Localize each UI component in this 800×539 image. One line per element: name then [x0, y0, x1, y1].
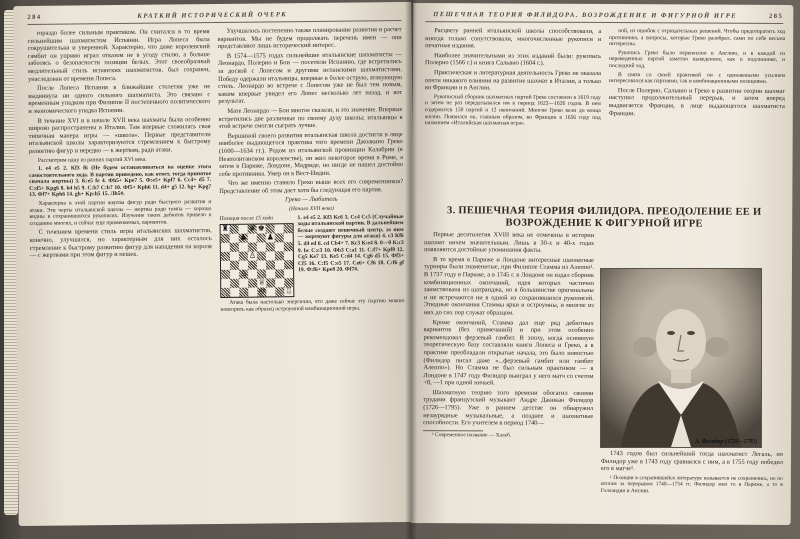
board-square	[230, 279, 239, 288]
board-square	[266, 252, 275, 261]
board-square	[266, 234, 275, 243]
board-square	[275, 243, 284, 252]
board-square	[284, 224, 293, 233]
chess-piece-icon: ♙	[240, 268, 248, 278]
board-square	[275, 270, 284, 279]
board-square	[266, 261, 275, 270]
board-square	[257, 261, 266, 270]
board-square	[275, 252, 284, 261]
left-column-2	[218, 26, 405, 315]
paragraph-small: Рукопись Греко было перенесено в Англию, и в каждой из переведенных партий заметно выведенное, как в подлиннике, и последний ход.	[609, 49, 786, 70]
board-square	[239, 243, 248, 252]
board-square	[230, 243, 239, 252]
paragraph: В 1574—1575 годах сильнейшие итальянские шахматисты — Леонардо, Полерио и Бои — посетили Испанию, где встретились за доской с Лопесом и другими испанскими шахматистами. Победу одержали итальянцы, впервые в более острую, атакующую стиль. Леонардо во встрече с Лопесом уже не был тем новым, каким впервые увидел его Лопес несколько лет назад, и вот результат.	[217, 50, 403, 106]
chess-piece-icon: ♖	[285, 286, 293, 296]
board-square	[275, 288, 284, 297]
board-square	[230, 261, 239, 270]
game-title: Греко — Любитель	[285, 196, 338, 204]
left-column-1	[28, 28, 212, 262]
section-heading-block	[424, 199, 784, 235]
game-moves: 1. e4 e5 2. Кf3 Кc6 3. Сc4 Сc5 (Случайные ходы итальянской партии. В дальнейшем белые создают пешечный центр, за ним — жертвуют фигуры для атаки) 4. c3 Кf6 5. d4 ed 6. cd Сb4+ 7. Кc3 К:e4 8. 0—0 К:c3 9. bc С:c3 10. Фb3 С:a1 11. С:f7+ Kpf8 12. Сg5 Кe7 13. Кe5 С:d4 14. Сg6 d5 15. Фf3+ Сf5 16. С:f5 С:e5 17. Сe6+ Сf6 18. С:f6 gf 19. Ф:f6+ Kpe8 20. Фf7#.	[297, 213, 405, 274]
paragraph: Первые десятилетия XVIII века не отмечены в истории шахмат ничем значительным. Лишь в 30-х и 40-х годах появляются достойные упоминания факты.	[424, 231, 595, 254]
portrait-following-text	[601, 450, 783, 497]
chess-piece-icon: ♛	[248, 223, 256, 233]
paragraph-small: Характерна в этой партии жертва фигур ради быстрого развития и атаки. Эти черты итальянской школы — жертвы ради темпа — хорошо видны в сохранившихся рукописях. Изучение таких дебютов привело к созданию многих, и сейчас еще применяемых, вариантов.	[29, 199, 212, 227]
chess-piece-icon: ♙	[248, 250, 257, 260]
right-running-head	[425, 11, 783, 24]
right-column-1-top	[425, 27, 602, 130]
board-square	[221, 252, 230, 261]
board-square	[275, 261, 284, 270]
board-square	[284, 260, 293, 269]
paragraph: Кроме окончаний, Стамма дал еще ряд дебютных вариантов (без примечаний) и при этом особенно рекомендовал ферзевый гамбит. В эпоху, когда основную теоретическую базу составляли книги Лопеса и Греко, а в практике преобладали открытые начала, это было новостью (Филидор писал даже «...ферзевый гамбит или гамбит Алеппо»). Но Стамма не был сильным практиком — в Лондоне в 1747 году Филидор выиграл у него матч со счетом +8, —1 при одной ничьей.	[423, 318, 594, 387]
paragraph-small: Рассмотрим одну из ранних партий XVI века.	[37, 156, 147, 164]
footnote: ¹ Современное название — Халеб.	[432, 432, 512, 439]
paragraph: Шахматную теорию того времени обогатил своими трудами французский музыкант Андре Даникан Филидор (1726—1795). Уже в раннем детстве он обнаружил незаурядные музыкальные, а позднее и шахматные способности. Его учителем в период 1740—	[423, 388, 594, 427]
board-square	[221, 288, 230, 297]
paragraph: Практическая и литературная деятельность Греко не оказала почти никакого влияния на развитие шахмат в Италии, а только во Франции и в Англии.	[424, 69, 602, 92]
chess-piece-icon: ♟	[239, 232, 247, 242]
board-square	[266, 279, 275, 288]
chess-piece-icon: ♚	[257, 223, 265, 233]
board-square	[221, 234, 230, 243]
paragraph: После Полерио, Сальвио и Греко в развитии теории шахмат наступил продолжительный перерыв, и затем вперед выдвигается Франция, в лице выдающегося шахматиста Франции.	[608, 86, 785, 117]
paragraph: С течением времени стиль игры итальянских шахматистов, конечно, улучшался, но характерным для них осталось стремление к быстрому развитию фигур для нападения на короля — с жертвами при этом фигур и пешек.	[29, 227, 212, 260]
paragraph: В течение XVI и в начале XVII века шахматы были особенно широко распространены в Италии. Там впервые сложилась своя типичная манера игры — «школа». Первые представители итальянской школы характеризуются стремлением к быстрому развитию фигур и нередко — к жертвам, ради атаки.	[28, 115, 211, 155]
board-square	[239, 270, 248, 279]
chess-piece-icon: ♕	[258, 277, 266, 287]
board-square	[248, 225, 257, 234]
section-heading: 3. ПЕШЕЧНАЯ ТЕОРИЯ ФИЛИДОРА. ПРЕОДОЛЕНИЕ ЕЕ И ВОЗРОЖДЕНИЕ К ФИГУРНОЙ ИГРЕ	[446, 205, 762, 230]
left-page-number: 284	[27, 13, 42, 21]
left-page	[13, 2, 416, 526]
right-page-number: 285	[769, 12, 784, 20]
board-square	[248, 279, 257, 288]
board-square	[230, 225, 239, 234]
book-spine-shadow	[405, 0, 417, 539]
board-square	[221, 261, 230, 270]
paragraph: Что же именно ставило Греко выше всех его современников? Представление об этом дает хотя бы следующая его партия.	[219, 178, 404, 195]
board-square	[284, 242, 293, 251]
game-block	[219, 214, 404, 301]
game-note: (Начало XVII века)	[288, 205, 334, 213]
board-square	[239, 252, 248, 261]
chess-diagram	[220, 223, 295, 298]
board-square	[284, 233, 293, 242]
paragraph: Наиболее значительными из этих изданий были: рукопись Полерио (1566 г.) и книга Сальвио (1604 г.).	[425, 51, 602, 68]
board-square	[221, 225, 230, 234]
paragraph: гораздо более сильным практиком. Он считался в то время сильнейшим шахматистом Испании. Игра Лопеса была сокрушительна и уверенной. Характерно, что даже королевский гамбит он упрямо играл отказом не в угоду стилю, а больше заботясь о безопасности позиции белых. Этот своеобразный медлительный стиль испанских шахматистов, был сохранен, унаследован от времени Лопеса.	[27, 28, 210, 83]
board-square	[257, 243, 266, 252]
portrait-caption: А. Филидор (1726—1795)	[695, 439, 757, 445]
board-square	[230, 252, 239, 261]
board-square	[248, 234, 257, 243]
chess-piece-icon: ♟	[266, 232, 274, 242]
left-running-title: КРАТКИЙ ИСТОРИЧЕСКИЙ ОЧЕРК	[137, 11, 288, 20]
board-square	[230, 234, 239, 243]
philidor-portrait	[600, 268, 762, 448]
board-square	[266, 243, 275, 252]
chess-piece-icon: ♔	[258, 286, 266, 296]
paragraph-small: Атака была настолько энергична, что даже сейчас эту партию можно повторить как образец остроумной комбинационной игры.	[220, 298, 405, 313]
game-notation: 1. e4 e5 2. Кf3 f6 (Не будем останавливаться на оценке этого самостоятельного хода. В партии приведено, как ответ, тогда принятое сначала жертвы) 3. К:e5 fe 4. Фh5+ Kpe7 5. Ф:e5+ Kpf7 6. Сc4+ d5 7. С:d5+ Kpg6 8. h4 h5 9. С:b7 С:b7 10. Фf5+ Kph6 11. d4+ g5 12. hg+ Kpg7 13. Фf7+ Kph6 14. gh+ Kp:h5 15. Лh5#.	[29, 164, 212, 199]
board-square	[248, 270, 257, 279]
board-caption: Позиция после 15 хода	[219, 215, 274, 222]
paragraph: В то время в Париже и Лондоне интересные шахматные турниры были знаменитые, при Филиппе Стамма из Алеппо¹. В 1737 году в Париже, а в 1745 г. в Лондоне он издал сборник комбинационных окончаний, идея которых частично заимствована из шатранджа, но в большинстве оригинальны и не встречаются ни в одной из сохранившихся рукописей. Этюдные окончания Стаммы ярки и остроумны, и многие из них до сих пор служат образцом.	[423, 255, 595, 317]
footnote: ¹ Позиции в сохранившейся литературе называется не сохранились, но по итогам за перерывом 1740—1754 гг. Филидор жил то в Париже, а то в Голландии и Англии.	[600, 474, 783, 494]
board-square	[257, 252, 266, 261]
board-square	[266, 288, 275, 297]
paragraph: После Лопеса Испания в ближайшие столетия уже не выдвинула ни одного сильного шахматиста. Это связано с временным упадком при Филиппе II постепенного политического и экономического упадка Испании.	[28, 83, 211, 115]
board-square	[221, 243, 230, 252]
paragraph: Улучшалось постепенно также планирование развития и расчет вариантов. Мы не будем продолжать перечень имен — они представляют лишь исторический интерес.	[217, 26, 402, 51]
board-square	[239, 234, 248, 243]
right-column-2-top	[609, 28, 785, 120]
board-square	[221, 270, 230, 279]
board-square	[257, 288, 266, 297]
footnote-rule	[423, 430, 483, 431]
board-square	[248, 288, 257, 297]
board-square	[230, 270, 239, 279]
board-square	[239, 279, 248, 288]
board-square	[239, 288, 248, 297]
section-text-column	[423, 231, 594, 442]
paragraph: Вершиной своего развития итальянская школа достигла в лице наиболее выдающегося практика того времени Джоакино Греко (1600—1634 гг.). Родом из итальянской провинции Калабрии (в Неаполитанском королевстве), он жил некоторое время в Риме, а затем в Париже, Лондоне, Мадриде, но нигде не нашел достойно себе противника. Умер он в Вест-Индии.	[218, 130, 404, 178]
board-square	[275, 279, 284, 288]
paragraph-small: Рукописный сборник шахматных партий Греко составлен в 1619 году и затем не раз переделывался им в период 1622—1626 годов. В нем содержится 150 партий и 12 окончаний. Многие Греко вели до конца жизни. Появился он, главным образом, во Франции в 1656 году под названием «Италийская шахматная игра».	[424, 93, 601, 127]
board-square	[284, 251, 293, 260]
board-square	[257, 234, 266, 243]
paragraph-small: В связи со своей практикой он с одинаковыми усилием интересовался как партиями, так и комбинационными позициями.	[608, 71, 786, 86]
chess-piece-icon: ♜	[221, 224, 229, 234]
paragraph: Мате Леонардо — Бои многое сказали, и это значение. Впервые встретились две различные по своему духу школы; итальянцы в этой встрече смогли сыграть лучше.	[218, 105, 403, 131]
board-square	[230, 288, 239, 297]
board-square	[284, 287, 293, 296]
paragraph: 1743 годов был сильнейший тогда шахматист Легаль, но Филидор уже в 1743 году сравнялся с ним, а в 1755 году победил его в матче¹.	[600, 450, 784, 473]
board-square	[275, 234, 284, 243]
board-block	[219, 215, 294, 300]
paragraph-small: ной, из ошибок с отрицательных решений. Чтобы предотвратить ход противника, а вопросы, которые Греко разобрал, сами по себе весьма интересны.	[609, 28, 786, 48]
board-square	[266, 270, 275, 279]
board-square	[221, 279, 230, 288]
board-square	[275, 225, 284, 234]
board-square	[248, 261, 257, 270]
chess-piece-icon: ♘	[248, 259, 257, 269]
portrait-engraving	[601, 269, 761, 447]
board-square	[257, 225, 266, 234]
left-running-head	[27, 10, 401, 25]
paragraph: Расцвету ранней итальянской школы способствовали, а иногда только сопутствовали, многочисленные рукописи и печатные издания.	[425, 27, 602, 50]
right-running-title: ПЕШЕЧНАЯ ТЕОРИЯ ФИЛИДОРА. ВОЗРОЖДЕНИЕ И ФИГУРНОЙ ИГРЕ	[433, 11, 738, 20]
board-square	[284, 269, 293, 278]
